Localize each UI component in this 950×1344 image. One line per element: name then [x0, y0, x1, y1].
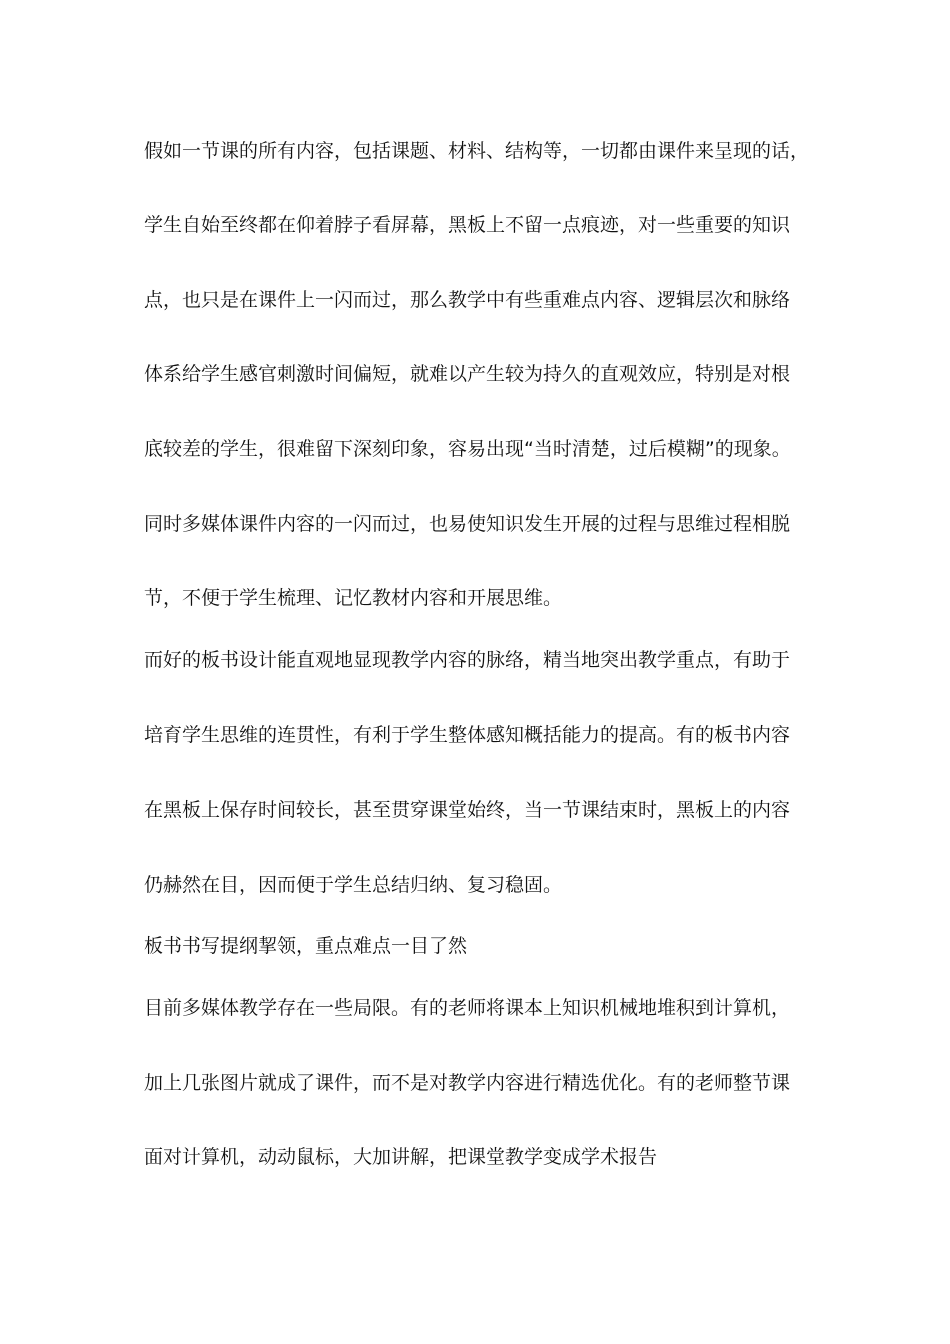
section-heading: 板书书写提纲挈领，重点难点一目了然 [144, 935, 468, 957]
paragraph-line: 体系给学生感官刺激时间偏短，就难以产生较为持久的直观效应，特别是对根 [144, 363, 791, 385]
paragraph-line: 在黑板上保存时间较长，甚至贯穿课堂始终，当一节课结束时，黑板上的内容 [144, 799, 791, 821]
paragraph-line: 学生自始至终都在仰着脖子看屏幕，黑板上不留一点痕迹，对一些重要的知识 [144, 214, 791, 236]
paragraph-line: 仍赫然在目，因而便于学生总结归纳、复习稳固。 [144, 874, 563, 896]
paragraph-line: 同时多媒体课件内容的一闪而过，也易使知识发生开展的过程与思维过程相脱 [144, 513, 791, 535]
paragraph-line: 节，不便于学生梳理、记忆教材内容和开展思维。 [144, 587, 563, 609]
paragraph-line: 培育学生思维的连贯性，有利于学生整体感知概括能力的提高。有的板书内容 [144, 724, 791, 746]
paragraph-line: 目前多媒体教学存在一些局限。有的老师将课本上知识机械地堆积到计算机， [144, 997, 791, 1019]
paragraph-line: 面对计算机，动动鼠标，大加讲解，把课堂教学变成学术报告 [144, 1146, 658, 1168]
paragraph-line: 点，也只是在课件上一闪而过，那么教学中有些重难点内容、逻辑层次和脉络 [144, 289, 791, 311]
paragraph-line: 底较差的学生，很难留下深刻印象，容易出现“当时清楚，过后模糊”的现象。 [144, 438, 791, 460]
paragraph-line: 而好的板书设计能直观地显现教学内容的脉络，精当地突出教学重点，有助于 [144, 649, 791, 671]
paragraph-line: 加上几张图片就成了课件，而不是对教学内容进行精选优化。有的老师整节课 [144, 1072, 791, 1094]
paragraph-line: 假如一节课的所有内容，包括课题、材料、结构等，一切都由课件来呈现的话， [144, 140, 810, 162]
